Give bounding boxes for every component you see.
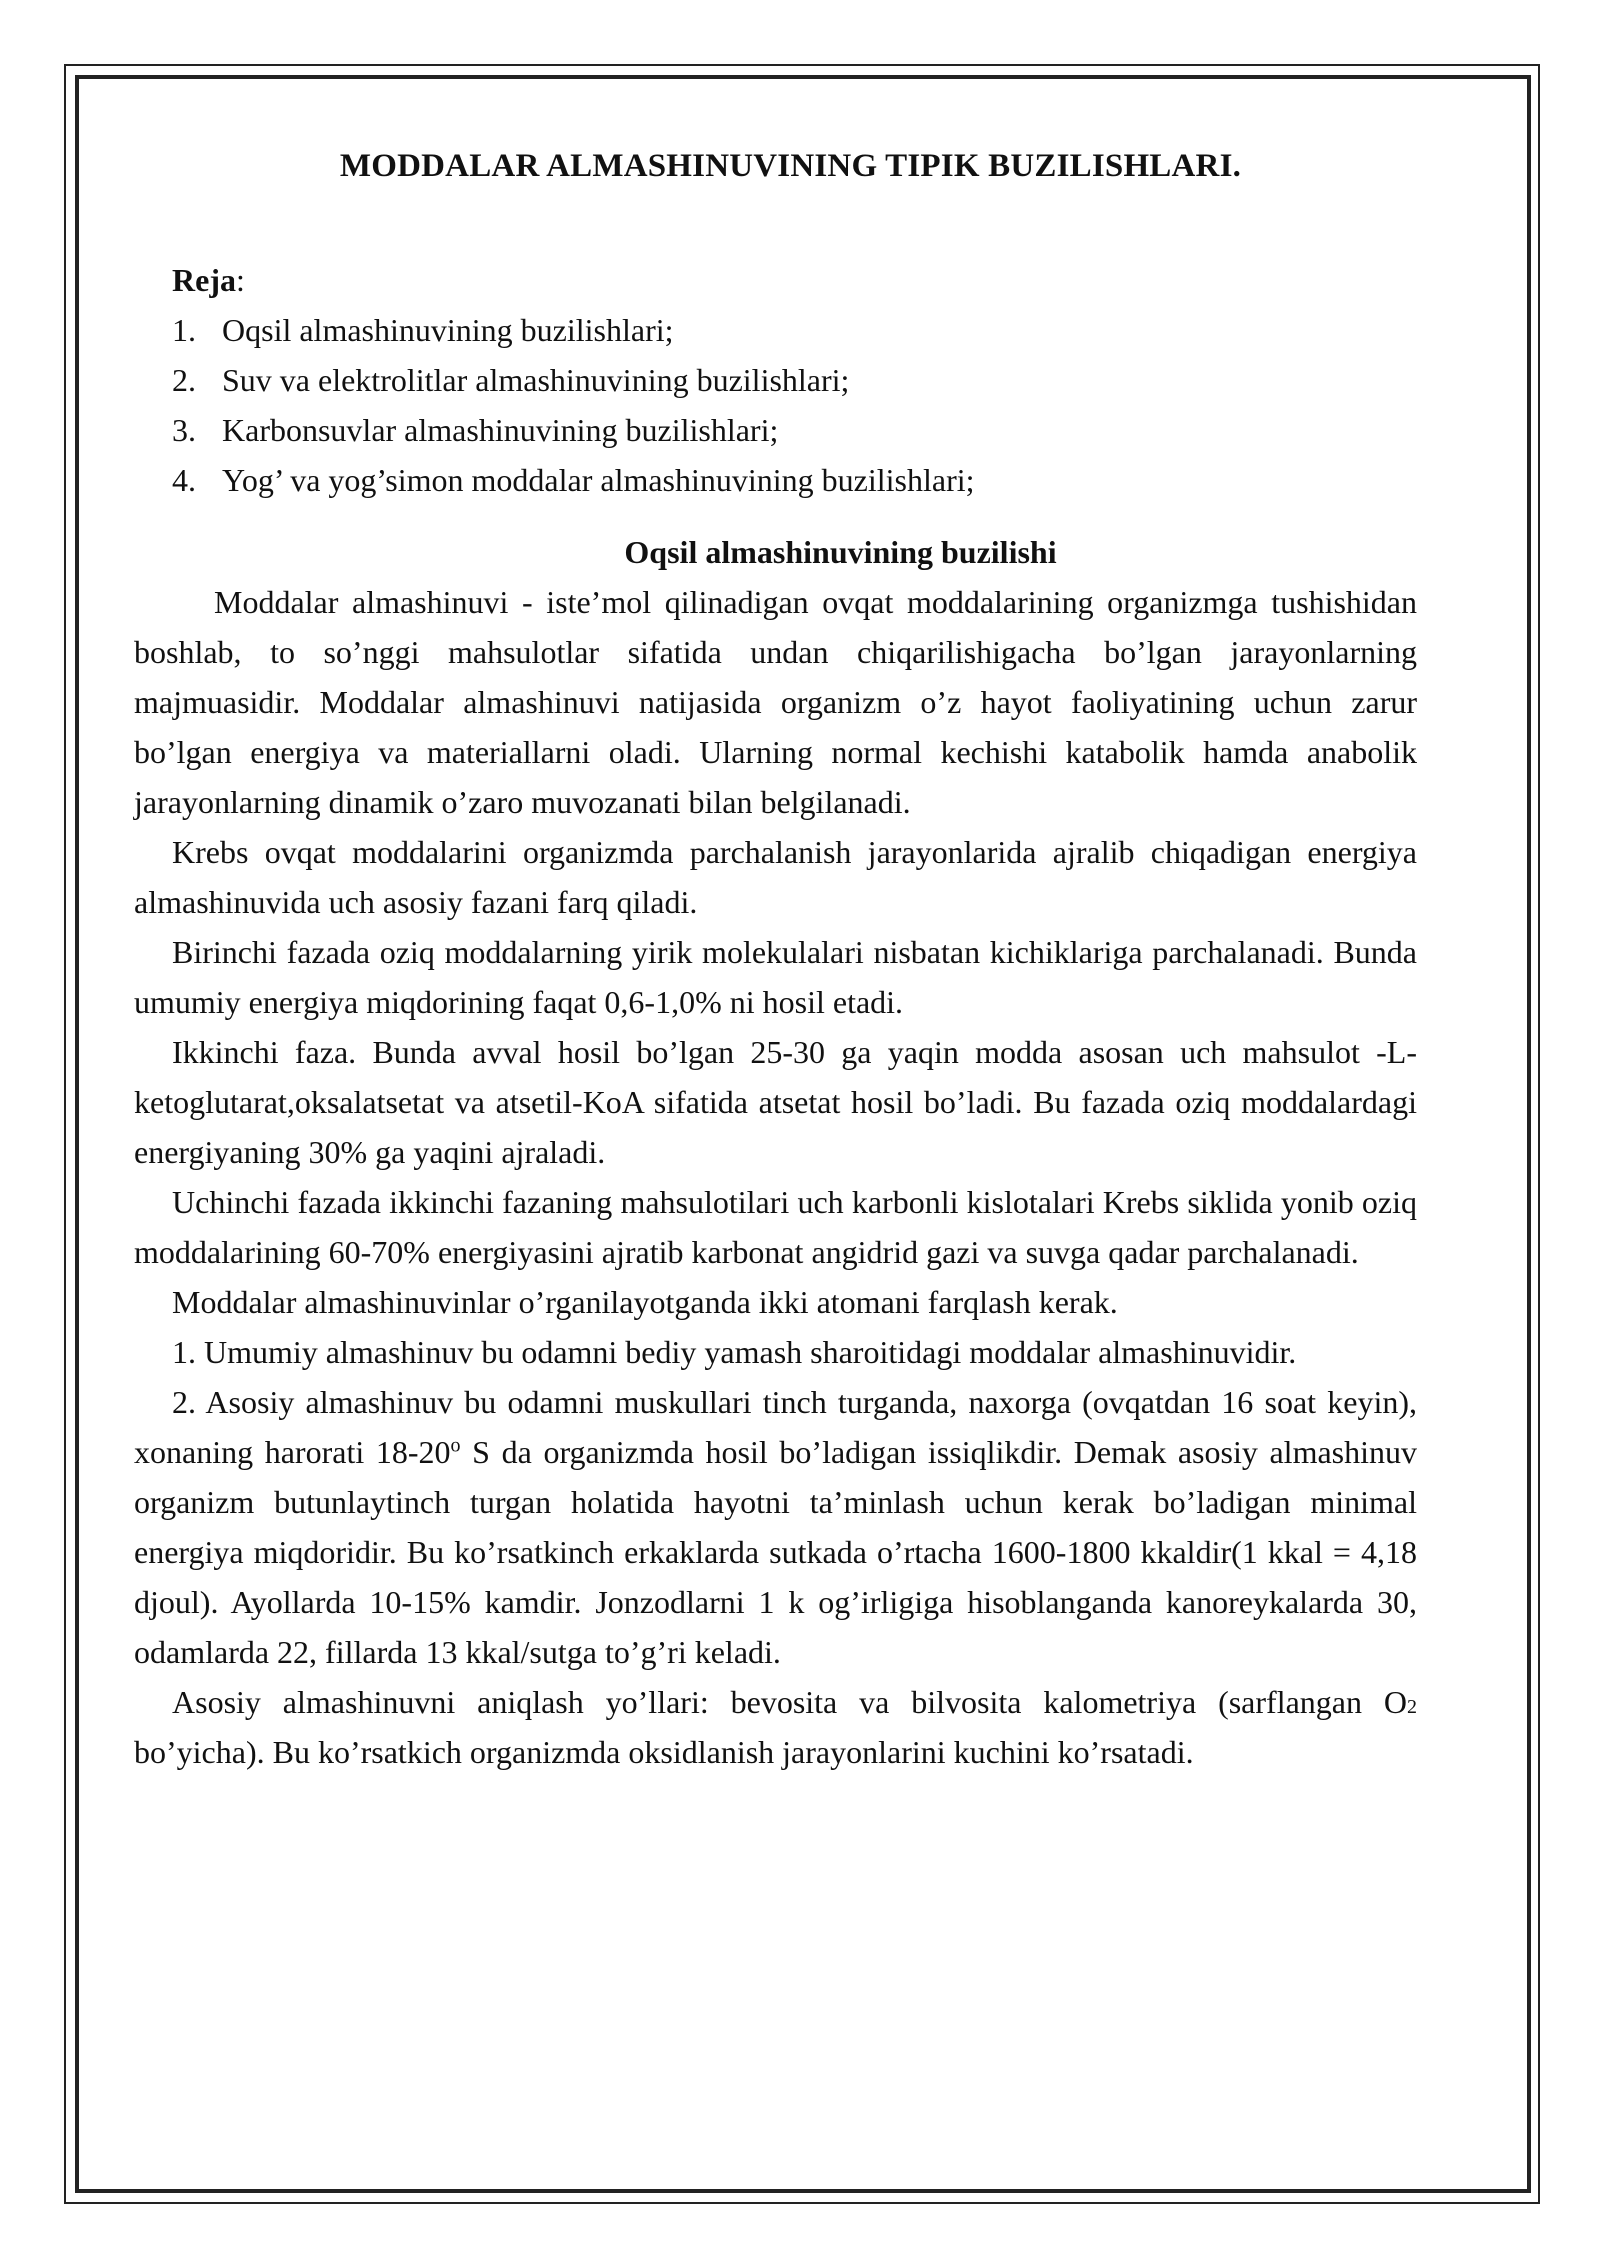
paragraph: Birinchi fazada oziq moddalarning yirik molekulalari nisbatan kichiklariga parchalanadi. Bunda umumiy energiya miqdorining faqat 0,6-1,0% ni hosil etadi. (134, 934, 1417, 1020)
degree-superscript: o (450, 1434, 461, 1457)
paragraph (134, 1677, 1417, 1777)
plan-heading (134, 255, 1417, 305)
plan-item-number: 4. (172, 462, 196, 498)
plan-item-number: 1. (172, 312, 196, 348)
plan-list (134, 305, 1417, 505)
plan-item (134, 305, 1417, 355)
paragraph-text: bo’yicha). Bu ko’rsatkich organizmda oksidlanish jarayonlarini kuchini ko’rsatadi. (134, 1734, 1194, 1770)
plan-item-number: 2. (172, 362, 196, 398)
paragraph: Uchinchi fazada ikkinchi fazaning mahsulotilari uch karbonli kislotalari Krebs siklida yonib oziq moddalarining 60-70% energiyasini ajratib karbonat angidrid gazi va suvga qadar parchalanadi. (134, 1184, 1417, 1270)
paragraph: Ikkinchi faza. Bunda avval hosil bo’lgan 25-30 ga yaqin modda asosan uch mahsulot -L-ketoglutarat,oksalatsetat va atsetil-KoA sifatida atsetat hosil bo’ladi. Bu fazada oziq moddalardagi energiyaning 30% ga yaqini ajraladi. (134, 1034, 1417, 1170)
plan-item-text: Oqsil almashinuvining buzilishlari; (222, 312, 674, 348)
plan-item (134, 455, 1417, 505)
plan-colon: : (235, 262, 245, 298)
paragraph: Krebs ovqat moddalarini organizmda parchalanish jarayonlarida ajralib chiqadigan energiya almashinuvida uch asosiy fazani farq qiladi. (134, 834, 1417, 920)
paragraph: Moddalar almashinuvi - iste’mol qilinadigan ovqat moddalarining organizmga tushishidan boshlab, to so’nggi mahsulotlar sifatida undan chiqarilishigacha bo’lgan jarayonlarning majmuasidir. Moddalar almashinuvi natijasida organizm o’z hayot faoliyatining uchun zarur bo’lgan energiya va materiallarni oladi. Ularning normal kechishi katabolik hamda anabolik jarayonlarning dinamik o’zaro muvozanati bilan belgilanadi. (134, 584, 1417, 820)
paragraph-text: S da organizmda hosil bo’ladigan issiqlikdir. Demak asosiy almashinuv organizm butunlaytinch turgan holatida hayotni ta’minlash uchun kerak bo’ladigan minimal energiya miqdoridir. Bu ko’rsatkinch erkaklarda sutkada o’rtacha 1600-1800 kkaldir(1 kkal = 4,18 djoul). Ayollarda 10-15% kamdir. Jonzodlarni 1 k og’irligiga hisoblanganda kanoreykalarda 30, odamlarda 22, fillarda 13 kkal/sutga to’g’ri keladi. (134, 1434, 1418, 1670)
plan-item-number: 3. (172, 412, 196, 448)
plan-item-text: Karbonsuvlar almashinuvining buzilishlari; (222, 412, 779, 448)
oxygen-subscript: 2 (1407, 1696, 1417, 1718)
plan-label: Reja (172, 262, 236, 298)
plan-item-text: Suv va elektrolitlar almashinuvining buzilishlari; (222, 362, 850, 398)
plan-item-text: Yog’ va yog’simon moddalar almashinuvining buzilishlari; (222, 462, 975, 498)
paragraph-text: Asosiy almashinuvni aniqlash yo’llari: bevosita va bilvosita kalometriya (sarflangan O (172, 1684, 1407, 1720)
document-title: MODDALAR ALMASHINUVINING TIPIK BUZILISHLARI. (339, 148, 1242, 184)
section-title: Oqsil almashinuvining buzilishi (624, 534, 1057, 570)
paragraph: Moddalar almashinuvinlar o’rganilayotganda ikki atomani farqlash kerak. (172, 1284, 1118, 1320)
document-body (134, 148, 1417, 1777)
plan-item (134, 355, 1417, 405)
paragraph (134, 1377, 1417, 1677)
paragraph: 1. Umumiy almashinuv bu odamni bediy yamash sharoitidagi moddalar almashinuvidir. (172, 1334, 1297, 1370)
plan-item (134, 405, 1417, 455)
plan-block (134, 255, 1417, 505)
paragraph-text: 2. Asosiy almashinuv bu odamni muskullari tinch turganda, naxorga (ovqatdan 16 soat keyin), xonaning harorati 18-20 (134, 1384, 1417, 1470)
